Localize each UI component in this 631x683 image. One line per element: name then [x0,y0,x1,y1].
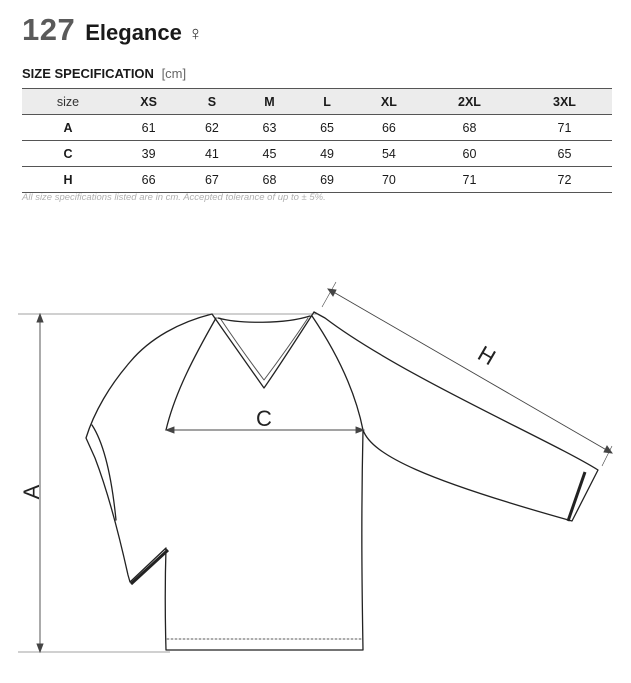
size-corner-label: size [22,89,114,115]
table-cell: 45 [241,141,299,167]
table-cell: 65 [517,141,612,167]
size-col-xs: XS [114,89,183,115]
dimension-a-arrow-top [37,314,43,322]
size-col-3xl: 3XL [517,89,612,115]
table-cell: 62 [183,115,241,141]
table-cell: 49 [298,141,356,167]
raglan-seam-left [166,318,216,430]
row-label: A [22,115,114,141]
raglan-seam-right [312,316,363,430]
table-cell: 54 [356,141,422,167]
dimension-a-arrow-bottom [37,644,43,652]
size-col-m: M [241,89,299,115]
female-symbol-icon: ♀ [187,23,203,45]
left-cuff [131,550,168,584]
left-sleeve-seam [92,425,116,520]
v-neck-back [218,316,310,322]
product-code: 127 [22,12,76,47]
dimension-c-arrow-left [166,427,174,433]
table-cell: 39 [114,141,183,167]
table-cell: 67 [183,167,241,193]
table-cell: 72 [517,167,612,193]
table-cell: 63 [241,115,299,141]
table-cell: 68 [422,115,517,141]
dimension-h-line [330,290,610,452]
table-cell: 41 [183,141,241,167]
dimension-c-label: C [256,406,272,431]
table-cell: 61 [114,115,183,141]
table-cell: 71 [517,115,612,141]
row-label: H [22,167,114,193]
size-col-l: L [298,89,356,115]
size-col-xl: XL [356,89,422,115]
table-cell: 70 [356,167,422,193]
spec-title-text: SIZE SPECIFICATION [22,66,154,81]
table-cell: 69 [298,167,356,193]
v-neck-inner [220,318,308,380]
table-cell: 60 [422,141,517,167]
size-col-s: S [183,89,241,115]
dimension-a-label: A [19,484,44,500]
shirt-body-outline [86,312,598,650]
size-col-2xl: 2XL [422,89,517,115]
table-cell: 68 [241,167,299,193]
table-cell: 66 [114,167,183,193]
product-name: Elegance [85,20,182,45]
table-cell: 71 [422,167,517,193]
table-cell: 65 [298,115,356,141]
dimension-h-arrow-start [328,289,336,296]
right-cuff [568,472,585,521]
spec-unit: [cm] [161,66,187,81]
table-cell: 66 [356,115,422,141]
tolerance-note: All size specifications listed are in cm. Accepted tolerance of up to ± 5%. [22,192,326,203]
dimension-h-label: H [473,340,500,371]
row-label: C [22,141,114,167]
dimension-h-arrow-end [604,446,612,453]
v-neck-outer [212,312,314,388]
